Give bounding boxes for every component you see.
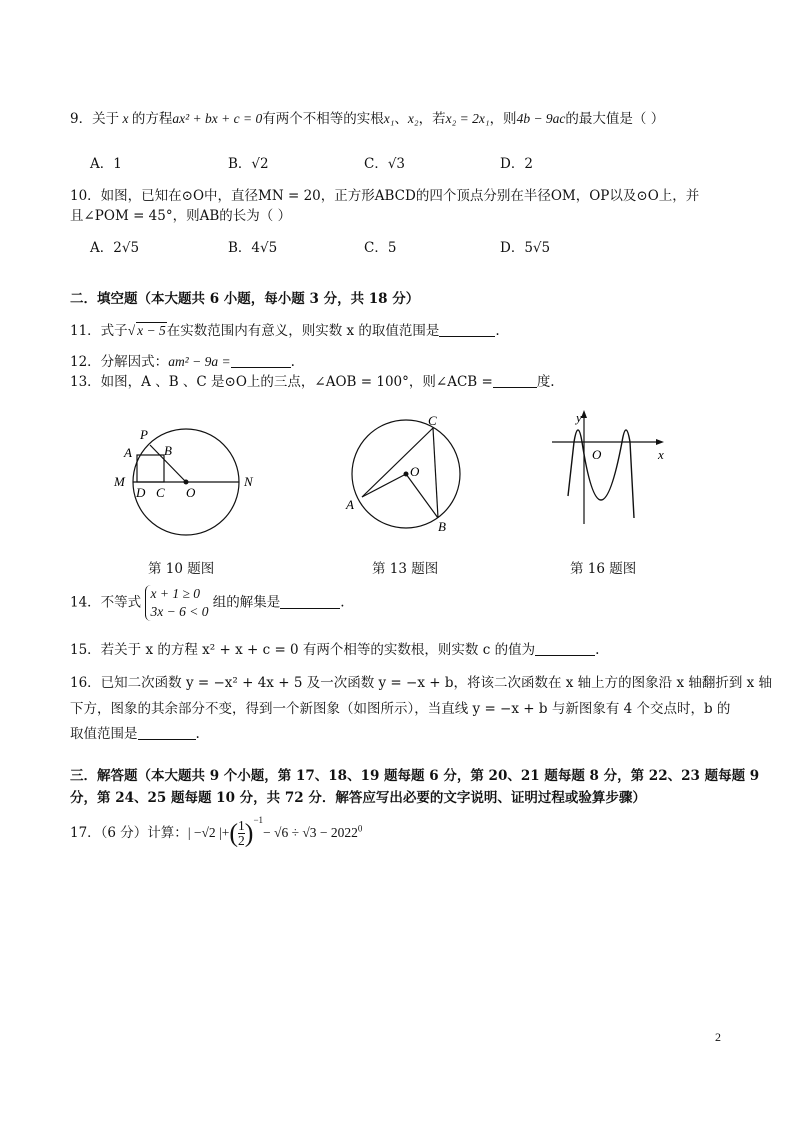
answer-blank[interactable] [535, 643, 595, 656]
figure-10-caption: 第 10 题图 [148, 561, 215, 577]
label-d: D [136, 485, 146, 500]
label-x: x [658, 447, 664, 462]
label-c: C [428, 413, 437, 428]
answer-blank[interactable] [231, 355, 291, 368]
q15-end: . [595, 642, 600, 658]
label-c: C [156, 485, 165, 500]
answer-blank[interactable] [280, 596, 340, 609]
fraction-denominator: 2 [238, 833, 245, 848]
q9-text: 有两个不相等的实根 [262, 111, 384, 127]
q10-option-a: A．2√5 [90, 240, 140, 256]
q9-condition: x₂ = 2x₁ [445, 111, 490, 126]
label-b: B [164, 443, 172, 458]
q10-option-d: D．5√5 [500, 240, 551, 256]
question-10-line-1: 10．如图，已知在⊙O中，直径MN = 20，正方形ABCD的四个顶点分别在半径OM，OP以及⊙O上，并 [70, 188, 700, 204]
q9-option-a: A．1 [90, 156, 122, 172]
section-2-heading: 二．填空题（本大题共 6 小题，每小题 3 分，共 18 分） [70, 291, 420, 307]
figure-13 [340, 410, 470, 535]
q17-expression: − √6 ÷ √3 − 2022 [263, 825, 358, 840]
label-m: M [114, 474, 125, 489]
q9-text: ，则 [489, 111, 517, 127]
q13-text: 13．如图，A 、B 、C 是⊙O上的三点，∠AOB = 100°，则∠ACB = [70, 374, 493, 390]
question-13 [70, 370, 555, 390]
q11-end: . [495, 323, 500, 339]
question-16-line-3 [70, 722, 200, 742]
q9-expression: 4b − 9ac [516, 111, 566, 126]
q16-end: . [195, 726, 200, 742]
label-b: B [438, 519, 446, 534]
figure-13-caption: 第 13 题图 [372, 561, 439, 577]
answer-blank[interactable] [493, 375, 537, 388]
inequality-1: x + 1 ≥ 0 [150, 586, 200, 601]
question-17: 17．（6 分）计算：| −√2 |+( $\frac{1}{2}$ )$^{-1}- √6 \div √3 - 2022^0$ [70, 815, 363, 848]
q12-expression: am² − 9a = [168, 354, 231, 369]
section-3-heading-line-2: 分，第 24、25 题每题 10 分，共 72 分．解答应写出必要的文字说明、证明过程或验算步骤） [70, 790, 646, 806]
q15-text: 15．若关于 x 的方程 x² + x + c = 0 有两个相等的实数根，则实数 c 的值为 [70, 642, 536, 658]
q12-text: 12．分解因式： [70, 354, 169, 370]
q10-option-b: B．4√5 [228, 240, 278, 256]
q11-text: 11．式子 [70, 323, 128, 339]
q9-option-d: D．2 [500, 156, 533, 172]
question-16-line-1: 16．已知二次函数 y = −x² + 4x + 5 及一次函数 y = −x + b，将该二次函数在 x 轴上方的图象沿 x 轴翻折到 x 轴 [70, 675, 773, 691]
q16-text: 取值范围是 [70, 726, 138, 742]
question-9: 9．关于 x 的方程ax² + bx + c = 0有两个不相等的实根x₁、x₂，若x₂ = 2x₁，则4b − 9ac的最大值是（ ） [70, 111, 665, 127]
inequality-2: 3x − 6 < 0 [150, 604, 209, 619]
label-a: A [346, 497, 354, 512]
q11-radicand: x − 5 [137, 323, 166, 338]
label-o: O [592, 447, 602, 462]
question-10-line-2: 且∠POM = 45°，则AB的长为（ ） [70, 208, 292, 224]
q9-option-c: C．√3 [364, 156, 406, 172]
q17-zero-exponent: 0 [357, 823, 363, 834]
q17-abs: | −√2 | [187, 825, 222, 840]
q17-plus: + [221, 825, 230, 840]
q11-text: 在实数范围内有意义，则实数 x 的取值范围是 [166, 323, 440, 339]
figure-16 [548, 408, 673, 533]
answer-blank[interactable] [439, 324, 495, 337]
inequality-system [145, 585, 208, 621]
q9-sep: 、 [394, 111, 408, 127]
figure-10 [110, 425, 270, 545]
question-11: 11．式子√ x − 5在实数范围内有意义，则实数 x 的取值范围是 . [70, 323, 500, 339]
q14-end: . [340, 594, 345, 611]
label-p: P [140, 427, 148, 442]
figure-16-caption: 第 16 题图 [570, 561, 637, 577]
q17-exponent: −1 [253, 815, 264, 825]
label-y: y [576, 410, 582, 425]
q9-equation: ax² + bx + c = 0 [172, 111, 263, 126]
q9-text: 的最大值是（ ） [565, 111, 665, 127]
question-16-line-2: 下方，图象的其余部分不变，得到一个新图象（如图所示），当直线 y = −x + b 与新图象有 4 个交点时，b 的 [70, 701, 731, 717]
q9-text: 关于 [92, 111, 120, 127]
question-14 [70, 585, 345, 621]
page-number: 2 [715, 1030, 721, 1044]
q13-end: 度. [536, 374, 555, 390]
label-n: N [244, 474, 253, 489]
q9-number: 9． [70, 111, 93, 127]
question-15 [70, 638, 599, 658]
label-a: A [124, 445, 132, 460]
question-12 [70, 350, 295, 370]
q9-x2: x₂ [407, 111, 419, 126]
label-o: O [186, 485, 196, 500]
label-o: O [410, 464, 420, 479]
q17-text: 17．（6 分）计算： [70, 825, 188, 841]
q9-option-b: B．√2 [228, 156, 269, 172]
q14-text: 组的解集是 [212, 594, 281, 611]
section-3-heading-line-1: 三．解答题（本大题共 9 个小题，第 17、18、19 题每题 6 分，第 20、21 题每题 8 分，第 22、23 题每题 9 [70, 768, 760, 784]
q9-text: ，若 [418, 111, 446, 127]
answer-blank[interactable] [138, 727, 196, 740]
q9-x1: x₁ [383, 111, 395, 126]
q10-option-c: C．5 [364, 240, 397, 256]
q9-text: 的方程 [131, 111, 173, 127]
q12-end: . [290, 354, 295, 370]
fraction-one-half [238, 819, 245, 848]
fraction-numerator: 1 [238, 818, 245, 833]
q14-text: 14．不等式 [70, 594, 142, 611]
